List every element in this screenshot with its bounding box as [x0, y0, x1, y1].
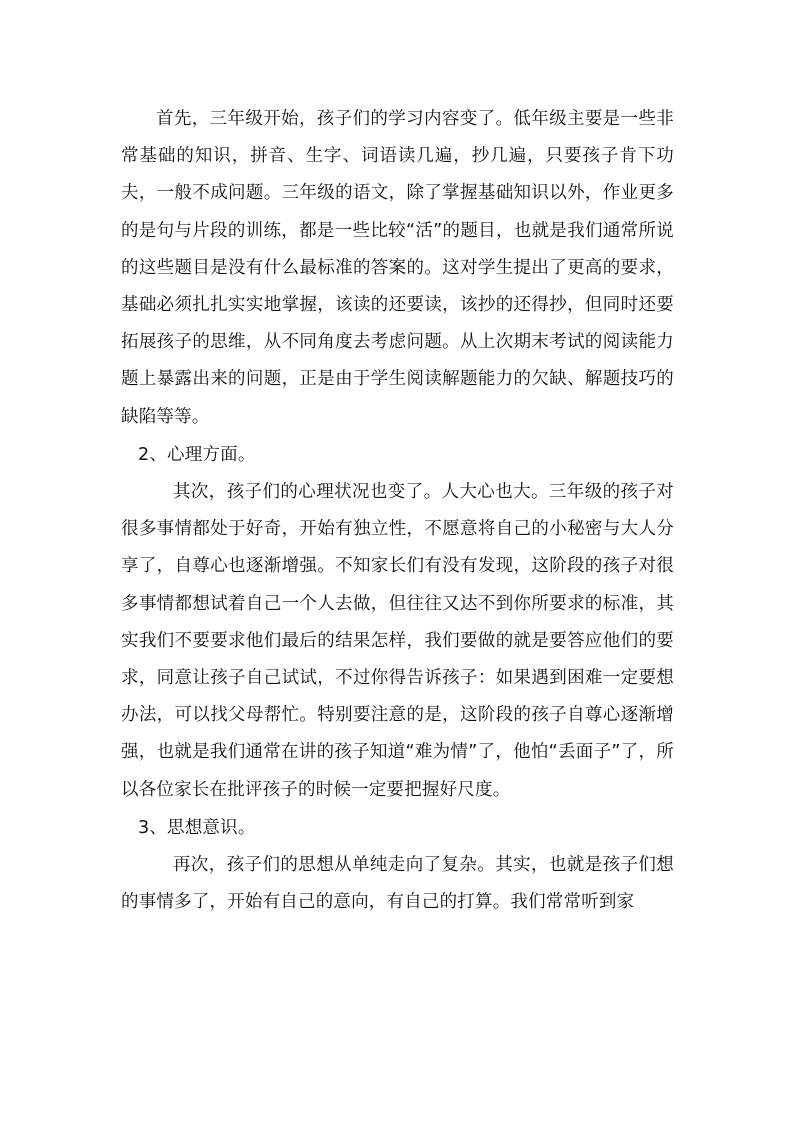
paragraph-psychology: 其次，孩子们的心理状况也变了。人大心也大。三年级的孩子对很多事情都处于好奇，开始有独立性，不愿意将自己的小秘密与大人分享了，自尊心也逐渐增强。不知家长们有没有发现，这阶段的孩子对很多事情都想试着自己一个人去做，但往往又达不到你所要求的标准，其实我们不要要求他们最后的结果怎样，我们要做的就是要答应他们的要求，同意让孩子自己试试，不过你得告诉孩子：如果遇到困难一定要想办法，可以找父母帮忙。特别要注意的是，这阶段的孩子自尊心逐渐增强，也就是我们通常在讲的孩子知道“难为情”了，他怕“丢面子”了，所以各位家长在批评孩子的时候一定要把握好尺度。 — [121, 482, 674, 800]
section-heading-psychology: 2、心理方面。 — [138, 444, 256, 465]
document-content — [121, 101, 674, 921]
paragraph-thinking: 再次，孩子们的思想从单纯走向了复杂。其实，也就是孩子们想的事情多了，开始有自己的意向，有自己的打算。我们常常听到家 — [121, 855, 674, 913]
paragraph-learning-content: 首先，三年级开始，孩子们的学习内容变了。低年级主要是一些非常基础的知识，拼音、生字、词语读几遍，抄几遍，只要孩子肯下功夫，一般不成问题。三年级的语文，除了掌握基础知识以外，作业更多的是句与片段的训练，都是一些比较“活”的题目，也就是我们通常所说的这些题目是没有什么最标准的答案的。这对学生提出了更高的要求，基础必须扎扎实实地掌握，该读的还要读，该抄的还得抄，但同时还要拓展孩子的思维，从不同角度去考虑问题。从上次期末考试的阅读能力题上暴露出来的问题，正是由于学生阅读解题能力的欠缺、解题技巧的缺陷等等。 — [121, 109, 674, 427]
section-heading-thinking: 3、思想意识。 — [138, 817, 256, 838]
